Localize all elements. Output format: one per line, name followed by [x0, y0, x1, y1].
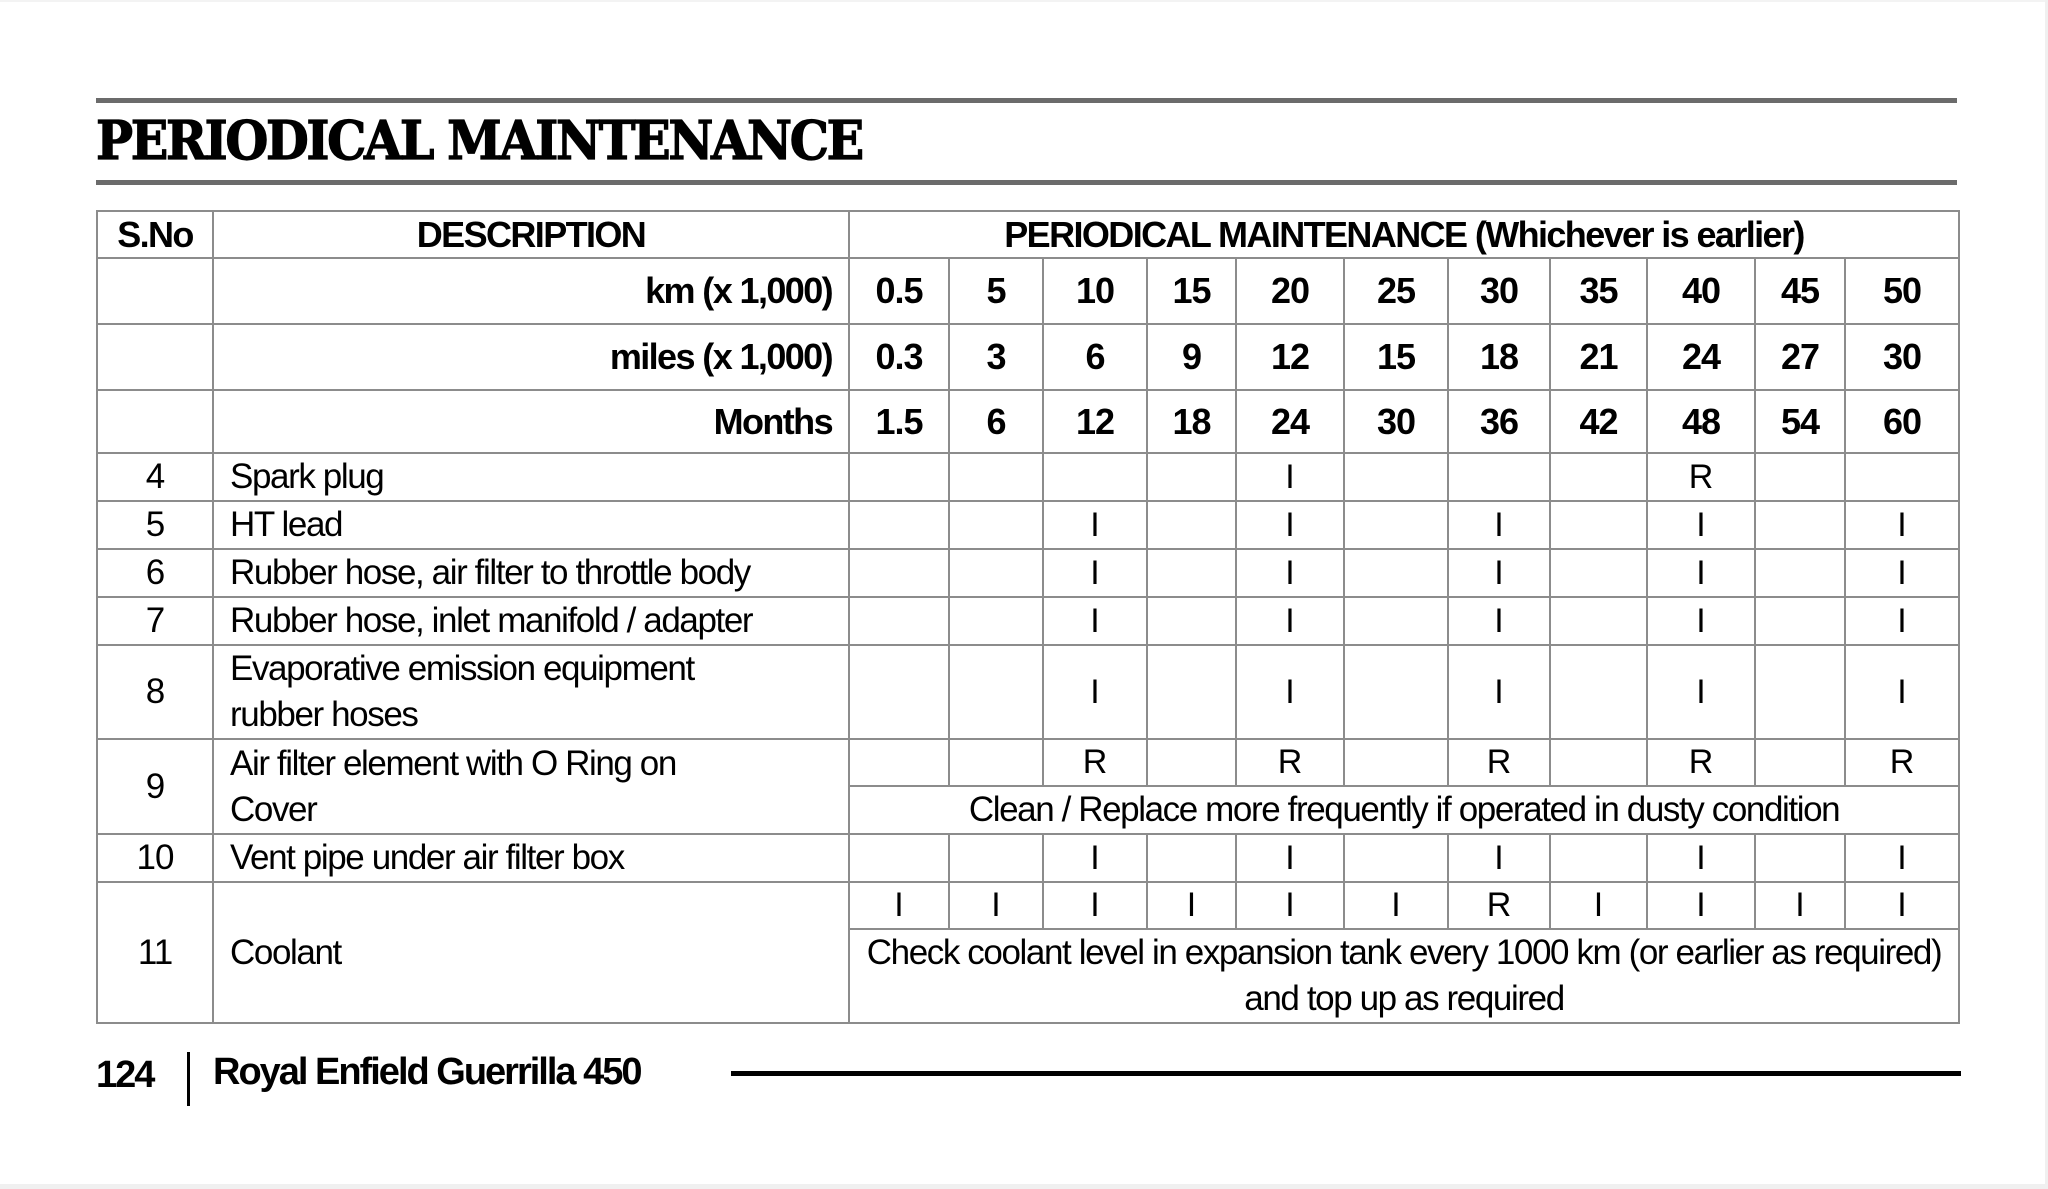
interval-sno-empty [97, 324, 213, 390]
table-row [97, 882, 1959, 929]
schedule-mark [1147, 501, 1236, 549]
schedule-mark [1448, 453, 1550, 501]
maintenance-table [96, 210, 1960, 1024]
schedule-mark [1344, 501, 1448, 549]
interval-value-months: 48 [1647, 390, 1755, 453]
table-row [97, 739, 1959, 786]
row-description: Coolant [213, 882, 849, 1023]
schedule-mark: R [1236, 739, 1344, 786]
schedule-mark [1147, 549, 1236, 597]
schedule-mark: I [1647, 501, 1755, 549]
schedule-mark [949, 549, 1043, 597]
description-line: Evaporative emission equipment [230, 649, 694, 688]
schedule-mark [1550, 453, 1647, 501]
schedule-mark [1344, 453, 1448, 501]
schedule-mark: I [1344, 882, 1448, 929]
interval-value-months: 24 [1236, 390, 1344, 453]
schedule-mark: I [1448, 501, 1550, 549]
interval-value-months: 12 [1043, 390, 1147, 453]
schedule-mark: I [1647, 597, 1755, 645]
description-line: Cover [230, 789, 317, 829]
interval-value-miles: 6 [1043, 324, 1147, 390]
schedule-mark [1755, 834, 1845, 882]
schedule-mark: I [1647, 645, 1755, 739]
interval-value-km: 10 [1043, 258, 1147, 324]
schedule-mark [949, 739, 1043, 786]
footer-rule [731, 1071, 1961, 1076]
schedule-mark: I [1755, 882, 1845, 929]
schedule-mark: I [849, 882, 949, 929]
schedule-mark [1550, 501, 1647, 549]
interval-row-km [97, 258, 1959, 324]
interval-value-months: 54 [1755, 390, 1845, 453]
schedule-mark [1845, 453, 1959, 501]
schedule-mark [1755, 739, 1845, 786]
interval-value-months: 60 [1845, 390, 1959, 453]
schedule-mark: I [1647, 549, 1755, 597]
schedule-mark [1147, 834, 1236, 882]
interval-value-months: 18 [1147, 390, 1236, 453]
schedule-mark [949, 501, 1043, 549]
interval-value-km: 40 [1647, 258, 1755, 324]
schedule-mark [1550, 645, 1647, 739]
schedule-mark [1550, 597, 1647, 645]
row-sno: 9 [97, 739, 213, 834]
schedule-mark: I [1845, 597, 1959, 645]
row-sno: 6 [97, 549, 213, 597]
interval-value-km: 30 [1448, 258, 1550, 324]
schedule-mark [1147, 453, 1236, 501]
schedule-mark: I [1550, 882, 1647, 929]
schedule-mark: I [1043, 834, 1147, 882]
schedule-mark: I [1845, 549, 1959, 597]
schedule-mark: I [1147, 882, 1236, 929]
interval-value-km: 50 [1845, 258, 1959, 324]
header-description: DESCRIPTION [213, 211, 849, 258]
table-row [97, 501, 1959, 549]
interval-label-km: km (x 1,000) [213, 258, 849, 324]
page-edge-bottom [0, 1184, 2048, 1189]
interval-value-km: 15 [1147, 258, 1236, 324]
schedule-mark: R [1647, 739, 1755, 786]
schedule-mark [1550, 549, 1647, 597]
description-line: Air filter element with O Ring on [230, 743, 676, 783]
schedule-mark [1043, 453, 1147, 501]
title-rule-top [96, 98, 1957, 103]
schedule-mark: I [1236, 453, 1344, 501]
schedule-mark: I [1845, 645, 1959, 739]
schedule-mark: I [1845, 501, 1959, 549]
row-description [213, 739, 849, 834]
interval-value-km: 25 [1344, 258, 1448, 324]
schedule-mark [1550, 834, 1647, 882]
schedule-mark: R [1647, 453, 1755, 501]
schedule-mark [1755, 549, 1845, 597]
interval-value-months: 36 [1448, 390, 1550, 453]
row-sno: 7 [97, 597, 213, 645]
interval-value-miles: 27 [1755, 324, 1845, 390]
table-row [97, 549, 1959, 597]
schedule-mark: I [1236, 834, 1344, 882]
table-row [97, 645, 1959, 739]
schedule-mark: R [1043, 739, 1147, 786]
row-sno: 8 [97, 645, 213, 739]
interval-value-miles: 0.3 [849, 324, 949, 390]
schedule-mark: R [1448, 739, 1550, 786]
schedule-mark: I [1236, 597, 1344, 645]
interval-value-miles: 21 [1550, 324, 1647, 390]
interval-value-km: 45 [1755, 258, 1845, 324]
schedule-mark [849, 549, 949, 597]
schedule-mark [1147, 739, 1236, 786]
header-sno: S.No [97, 211, 213, 258]
footer-book-title: Royal Enfield Guerrilla 450 [213, 1051, 641, 1093]
schedule-mark: I [1236, 549, 1344, 597]
interval-sno-empty [97, 258, 213, 324]
interval-row-miles [97, 324, 1959, 390]
page-edge-top [0, 0, 2048, 2]
schedule-mark [849, 739, 949, 786]
schedule-mark: I [1043, 549, 1147, 597]
row-sno: 10 [97, 834, 213, 882]
schedule-mark: I [1236, 501, 1344, 549]
interval-value-km: 5 [949, 258, 1043, 324]
interval-value-miles: 3 [949, 324, 1043, 390]
schedule-mark: I [1448, 597, 1550, 645]
schedule-mark [1550, 739, 1647, 786]
schedule-mark: R [1448, 882, 1550, 929]
schedule-mark [1344, 597, 1448, 645]
row-description: Spark plug [213, 453, 849, 501]
schedule-mark [849, 501, 949, 549]
schedule-mark [849, 834, 949, 882]
schedule-mark: I [1043, 645, 1147, 739]
page-title: PERIODICAL MAINTENANCE [96, 110, 862, 172]
table-row [97, 597, 1959, 645]
schedule-mark: R [1845, 739, 1959, 786]
schedule-mark: I [1647, 882, 1755, 929]
header-schedule: PERIODICAL MAINTENANCE (Whichever is earlier) [849, 211, 1959, 258]
schedule-mark [1755, 597, 1845, 645]
schedule-mark [1755, 501, 1845, 549]
schedule-mark [1755, 645, 1845, 739]
schedule-mark: I [1647, 834, 1755, 882]
schedule-mark: I [1845, 834, 1959, 882]
schedule-mark [1344, 739, 1448, 786]
schedule-mark: I [1448, 645, 1550, 739]
table-row [97, 834, 1959, 882]
schedule-mark: I [1043, 501, 1147, 549]
interval-value-miles: 9 [1147, 324, 1236, 390]
schedule-mark [949, 834, 1043, 882]
schedule-mark [1344, 834, 1448, 882]
row-description: Rubber hose, air filter to throttle body [213, 549, 849, 597]
schedule-mark: I [1043, 597, 1147, 645]
interval-sno-empty [97, 390, 213, 453]
schedule-mark [849, 597, 949, 645]
interval-value-km: 0.5 [849, 258, 949, 324]
schedule-mark [949, 645, 1043, 739]
interval-value-months: 6 [949, 390, 1043, 453]
schedule-mark [1344, 645, 1448, 739]
title-rule-bottom [96, 180, 1957, 185]
interval-value-miles: 15 [1344, 324, 1448, 390]
interval-value-km: 35 [1550, 258, 1647, 324]
interval-value-months: 42 [1550, 390, 1647, 453]
footer-separator [187, 1052, 190, 1106]
row-description: Vent pipe under air filter box [213, 834, 849, 882]
schedule-mark [949, 597, 1043, 645]
interval-label-miles: miles (x 1,000) [213, 324, 849, 390]
row-sno: 4 [97, 453, 213, 501]
schedule-mark: I [1236, 882, 1344, 929]
page-number: 124 [96, 1054, 154, 1096]
interval-value-miles: 18 [1448, 324, 1550, 390]
schedule-mark [949, 453, 1043, 501]
schedule-mark: I [1845, 882, 1959, 929]
interval-value-miles: 30 [1845, 324, 1959, 390]
schedule-mark: I [1043, 882, 1147, 929]
schedule-mark: I [1236, 645, 1344, 739]
row-description [213, 645, 849, 739]
interval-value-months: 30 [1344, 390, 1448, 453]
schedule-mark [849, 453, 949, 501]
row-description: Rubber hose, inlet manifold / adapter [213, 597, 849, 645]
row-sno: 5 [97, 501, 213, 549]
interval-value-miles: 24 [1647, 324, 1755, 390]
row-description: HT lead [213, 501, 849, 549]
schedule-mark: I [949, 882, 1043, 929]
interval-value-months: 1.5 [849, 390, 949, 453]
interval-value-miles: 12 [1236, 324, 1344, 390]
schedule-mark [1755, 453, 1845, 501]
schedule-mark: I [1448, 834, 1550, 882]
schedule-mark [1344, 549, 1448, 597]
interval-row-months [97, 390, 1959, 453]
row-note: Check coolant level in expansion tank every 1000 km (or earlier as required) and top up as required [849, 929, 1959, 1023]
interval-value-km: 20 [1236, 258, 1344, 324]
interval-label-months: Months [213, 390, 849, 453]
header-row [97, 211, 1959, 258]
description-line: rubber hoses [230, 695, 418, 734]
row-note: Clean / Replace more frequently if operated in dusty condition [849, 786, 1959, 834]
schedule-mark [849, 645, 949, 739]
schedule-mark [1147, 597, 1236, 645]
schedule-mark [1147, 645, 1236, 739]
schedule-mark: I [1448, 549, 1550, 597]
row-sno: 11 [97, 882, 213, 1023]
table-row [97, 453, 1959, 501]
